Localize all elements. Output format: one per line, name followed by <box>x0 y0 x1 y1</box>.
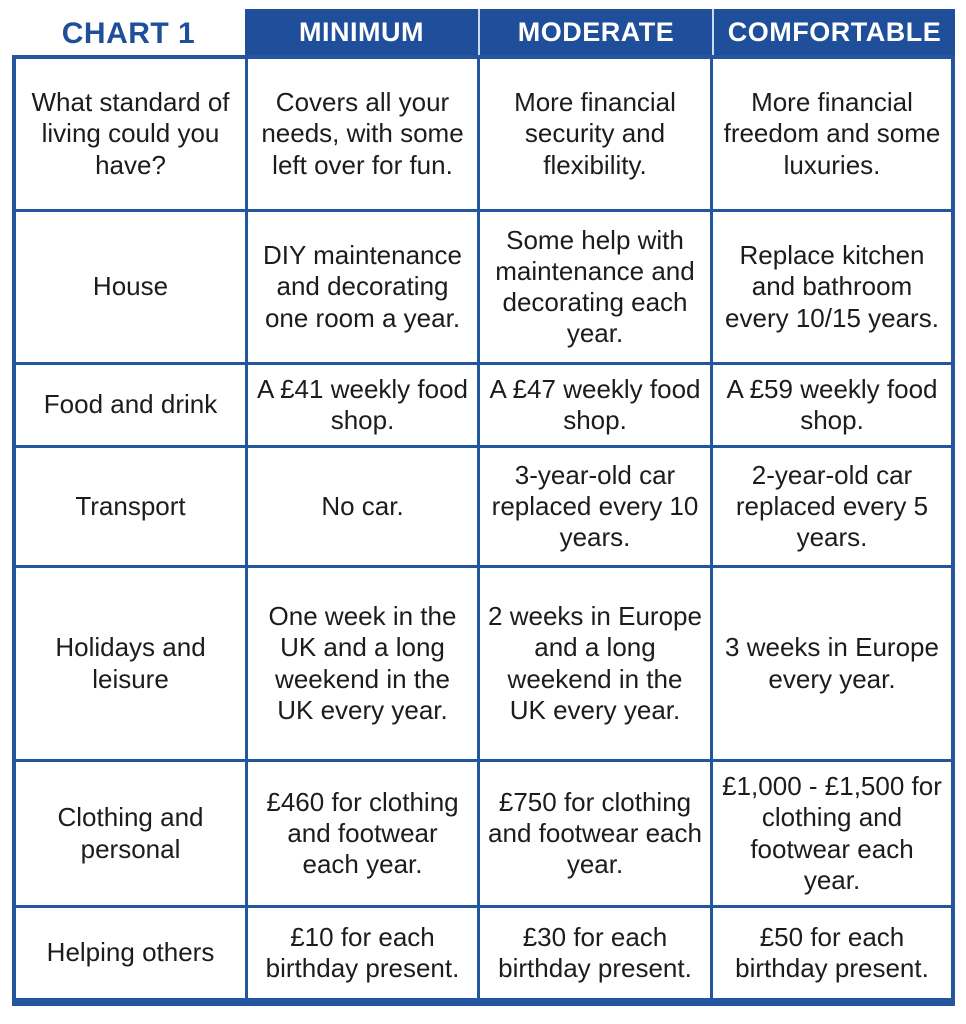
table-cell: 2-year-old car replaced every 5 years. <box>713 448 951 565</box>
table-cell: A £59 weekly food shop. <box>713 365 951 445</box>
table-cell: A £47 weekly food shop. <box>480 365 710 445</box>
standards-table <box>12 55 955 1006</box>
chart-title: CHART 1 <box>61 17 196 50</box>
table-header-band <box>245 9 955 56</box>
table-cell: £750 for clothing and footwear each year. <box>480 762 710 905</box>
table-cell: 3 weeks in Europe every year. <box>713 568 951 759</box>
row-label-food-and-drink: Food and drink <box>16 365 245 445</box>
column-header-minimum: MINIMUM <box>299 17 424 47</box>
table-cell: 3-year-old car replaced every 10 years. <box>480 448 710 565</box>
table-cell: £50 for each birthday present. <box>713 908 951 998</box>
row-label-holidays-and-leisure: Holidays and leisure <box>16 568 245 759</box>
table-cell: Replace kitchen and bathroom every 10/15 years. <box>713 212 951 362</box>
table-cell: No car. <box>248 448 477 565</box>
row-label-helping-others: Helping others <box>16 908 245 998</box>
table-cell: Covers all your needs, with some left over for fun. <box>248 59 477 209</box>
row-label-house: House <box>16 212 245 362</box>
table-cell: £30 for each birthday present. <box>480 908 710 998</box>
table-cell: More financial security and flexibility. <box>480 59 710 209</box>
column-header-comfortable: COMFORTABLE <box>712 9 955 56</box>
table-cell: One week in the UK and a long weekend in the UK every year. <box>248 568 477 759</box>
table-cell: £1,000 - £1,500 for clothing and footwear each year. <box>713 762 951 905</box>
table-cell: Some help with maintenance and decorating each year. <box>480 212 710 362</box>
row-label-clothing-and-personal: Clothing and personal <box>16 762 245 905</box>
table-cell: £460 for clothing and footwear each year. <box>248 762 477 905</box>
table-cell: DIY maintenance and decorating one room a year. <box>248 212 477 362</box>
table-cell: £10 for each birthday present. <box>248 908 477 998</box>
table-cell: A £41 weekly food shop. <box>248 365 477 445</box>
table-cell: More financial freedom and some luxuries. <box>713 59 951 209</box>
table-cell: 2 weeks in Europe and a long weekend in the UK every year. <box>480 568 710 759</box>
row-label-transport: Transport <box>16 448 245 565</box>
column-header-moderate: MODERATE <box>478 9 712 56</box>
row-label-standard-of-living: What standard of living could you have? <box>16 59 245 209</box>
